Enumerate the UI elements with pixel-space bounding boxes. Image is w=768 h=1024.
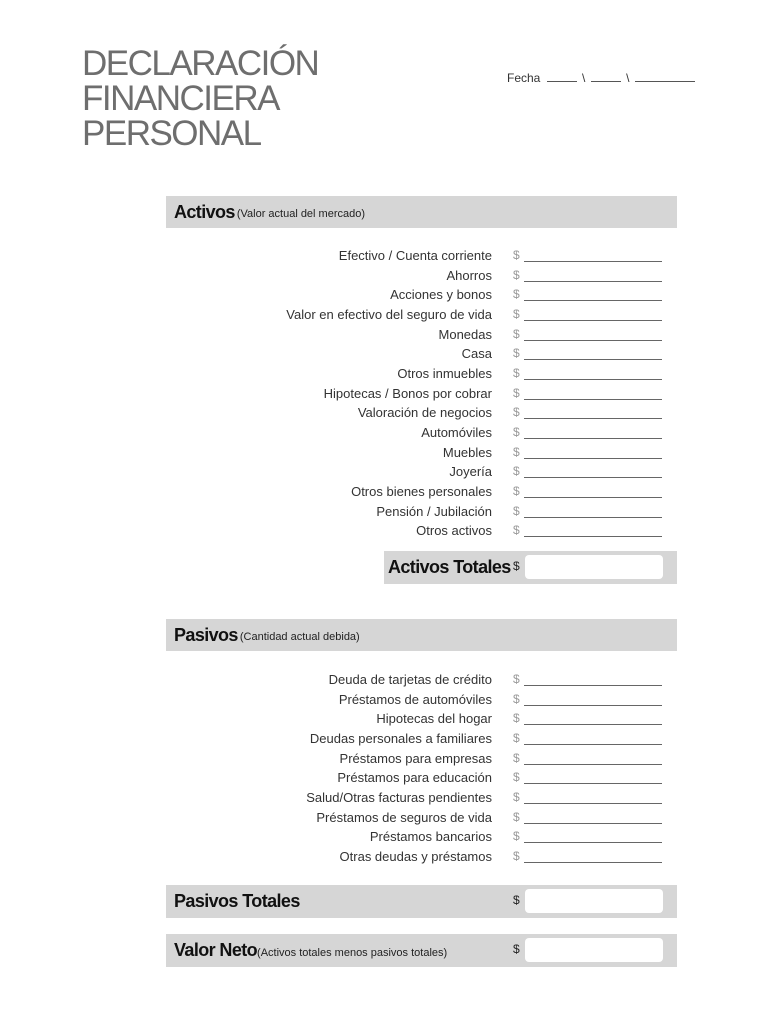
asset-amount-input[interactable]: [524, 536, 662, 537]
currency-symbol: $: [513, 789, 520, 804]
liability-amount-input[interactable]: [524, 783, 662, 784]
liability-amount-input[interactable]: [524, 803, 662, 804]
asset-row: [166, 423, 677, 443]
asset-row: [166, 502, 677, 522]
assets-total-label: Activos Totales: [388, 557, 511, 577]
liabilities-header: [166, 619, 677, 651]
currency-symbol: $: [513, 750, 520, 765]
net-worth-label: Valor Neto: [174, 940, 258, 960]
liability-row: [166, 847, 677, 867]
net-worth-input[interactable]: [525, 938, 663, 962]
liability-amount-input[interactable]: [524, 724, 662, 725]
currency-symbol: $: [513, 503, 520, 518]
assets-total-bar: [384, 551, 677, 584]
assets-header: [166, 196, 677, 228]
liability-row: [166, 690, 677, 710]
asset-label: Efectivo / Cuenta corriente: [338, 248, 492, 263]
asset-label: Casa: [461, 346, 492, 362]
liability-label: Préstamos para educación: [337, 770, 492, 786]
liability-row: [166, 788, 677, 808]
asset-label: Hipotecas / Bonos por cobrar: [323, 385, 492, 401]
asset-label: Automóviles: [421, 424, 492, 440]
asset-amount-input[interactable]: [524, 281, 662, 282]
currency-symbol: $: [513, 809, 520, 824]
liability-amount-input[interactable]: [524, 764, 662, 765]
asset-amount-input[interactable]: [524, 477, 662, 478]
currency-symbol: $: [513, 248, 520, 262]
asset-row: [166, 344, 677, 364]
asset-label: Otros activos: [416, 523, 492, 539]
liability-amount-input[interactable]: [524, 744, 662, 745]
liability-label: Préstamos bancarios: [369, 829, 492, 845]
asset-amount-input[interactable]: [524, 320, 662, 321]
title-line-1: DECLARACIÓN: [82, 44, 319, 83]
asset-label: Valoración de negocios: [357, 405, 492, 421]
assets-note: (Valor actual del mercado): [236, 208, 366, 220]
liability-row: [166, 808, 677, 828]
asset-row: [166, 462, 677, 482]
currency-symbol: $: [513, 848, 520, 863]
asset-row: [166, 246, 677, 266]
currency-symbol: $: [513, 672, 520, 686]
liability-label: Deuda de tarjetas de crédito: [328, 672, 492, 687]
assets-list: [166, 246, 677, 541]
asset-amount-input[interactable]: [524, 458, 662, 459]
currency-symbol: $: [513, 523, 520, 538]
title-line-3: PERSONAL: [82, 114, 261, 153]
asset-label: Otros inmuebles: [397, 365, 492, 381]
currency-symbol: $: [513, 444, 520, 459]
asset-amount-input[interactable]: [524, 359, 662, 360]
net-worth-note: (Activos totales menos pasivos totales): [257, 947, 448, 959]
liabilities-note: (Cantidad actual debida): [239, 631, 360, 643]
asset-amount-input[interactable]: [524, 497, 662, 498]
liability-row: [166, 670, 677, 690]
net-worth-title: [174, 940, 447, 961]
date-day-input[interactable]: [547, 72, 577, 82]
asset-row: [166, 443, 677, 463]
currency-symbol: $: [513, 829, 520, 844]
liability-label: Salud/Otras facturas pendientes: [306, 789, 492, 805]
assets-total-input[interactable]: [525, 555, 663, 579]
asset-row: [166, 521, 677, 541]
asset-label: Pensión / Jubilación: [376, 503, 492, 519]
asset-amount-input[interactable]: [524, 261, 662, 262]
date-separator: \: [582, 71, 586, 85]
asset-row: [166, 266, 677, 286]
page-title: [82, 46, 318, 151]
title-line-2: FINANCIERA: [82, 79, 279, 118]
currency-symbol: $: [513, 942, 520, 956]
asset-label: Muebles: [442, 444, 492, 460]
liability-row: [166, 768, 677, 788]
asset-label: Joyería: [449, 464, 492, 480]
currency-symbol: $: [513, 893, 520, 907]
currency-symbol: $: [513, 267, 520, 282]
currency-symbol: $: [513, 711, 520, 726]
asset-label: Monedas: [438, 326, 492, 342]
liability-amount-input[interactable]: [524, 823, 662, 824]
asset-label: Acciones y bonos: [390, 287, 492, 303]
liability-label: Préstamos para empresas: [339, 750, 492, 766]
currency-symbol: $: [513, 326, 520, 341]
liability-amount-input[interactable]: [524, 685, 662, 686]
currency-symbol: $: [513, 770, 520, 785]
liabilities-total-bar: [166, 885, 677, 918]
asset-row: [166, 305, 677, 325]
assets-heading: Activos: [174, 201, 235, 222]
asset-row: [166, 364, 677, 384]
liability-label: Préstamos de automóviles: [338, 691, 492, 707]
currency-symbol: $: [513, 691, 520, 706]
liability-label: Hipotecas del hogar: [376, 711, 492, 727]
asset-amount-input[interactable]: [524, 300, 662, 301]
liability-row: [166, 709, 677, 729]
currency-symbol: $: [513, 424, 520, 439]
liability-label: Otras deudas y préstamos: [339, 848, 492, 864]
liabilities-heading: Pasivos: [174, 624, 238, 645]
liability-label: Deudas personales a familiares: [309, 730, 492, 746]
asset-amount-input[interactable]: [524, 379, 662, 380]
liability-amount-input[interactable]: [524, 842, 662, 843]
currency-symbol: $: [513, 365, 520, 380]
currency-symbol: $: [513, 405, 520, 420]
currency-symbol: $: [513, 464, 520, 479]
asset-row: [166, 325, 677, 345]
liability-amount-input[interactable]: [524, 862, 662, 863]
liabilities-total-label: Pasivos Totales: [174, 891, 300, 911]
liability-label: Préstamos de seguros de vida: [316, 809, 492, 825]
asset-amount-input[interactable]: [524, 517, 662, 518]
currency-symbol: $: [513, 385, 520, 400]
asset-amount-input[interactable]: [524, 418, 662, 419]
asset-row: [166, 384, 677, 404]
asset-label: Otros bienes personales: [351, 483, 492, 499]
asset-amount-input[interactable]: [524, 399, 662, 400]
asset-label: Ahorros: [446, 267, 492, 283]
asset-amount-input[interactable]: [524, 340, 662, 341]
currency-symbol: $: [513, 306, 520, 321]
currency-symbol: $: [513, 559, 520, 573]
liability-row: [166, 749, 677, 769]
currency-symbol: $: [513, 730, 520, 745]
asset-row: [166, 482, 677, 502]
liabilities-list: [166, 670, 677, 867]
asset-amount-input[interactable]: [524, 438, 662, 439]
date-month-input[interactable]: [591, 72, 621, 82]
date-separator: \: [626, 71, 630, 85]
currency-symbol: $: [513, 287, 520, 302]
date-label: Fecha: [507, 71, 541, 85]
liabilities-total-input[interactable]: [525, 889, 663, 913]
currency-symbol: $: [513, 483, 520, 498]
asset-row: [166, 403, 677, 423]
net-worth-bar: [166, 934, 677, 967]
currency-symbol: $: [513, 346, 520, 361]
asset-label: Valor en efectivo del seguro de vida: [286, 306, 492, 322]
date-field: [507, 71, 695, 85]
asset-row: [166, 285, 677, 305]
date-year-input[interactable]: [635, 72, 695, 82]
liability-amount-input[interactable]: [524, 705, 662, 706]
liability-row: [166, 729, 677, 749]
liability-row: [166, 827, 677, 847]
